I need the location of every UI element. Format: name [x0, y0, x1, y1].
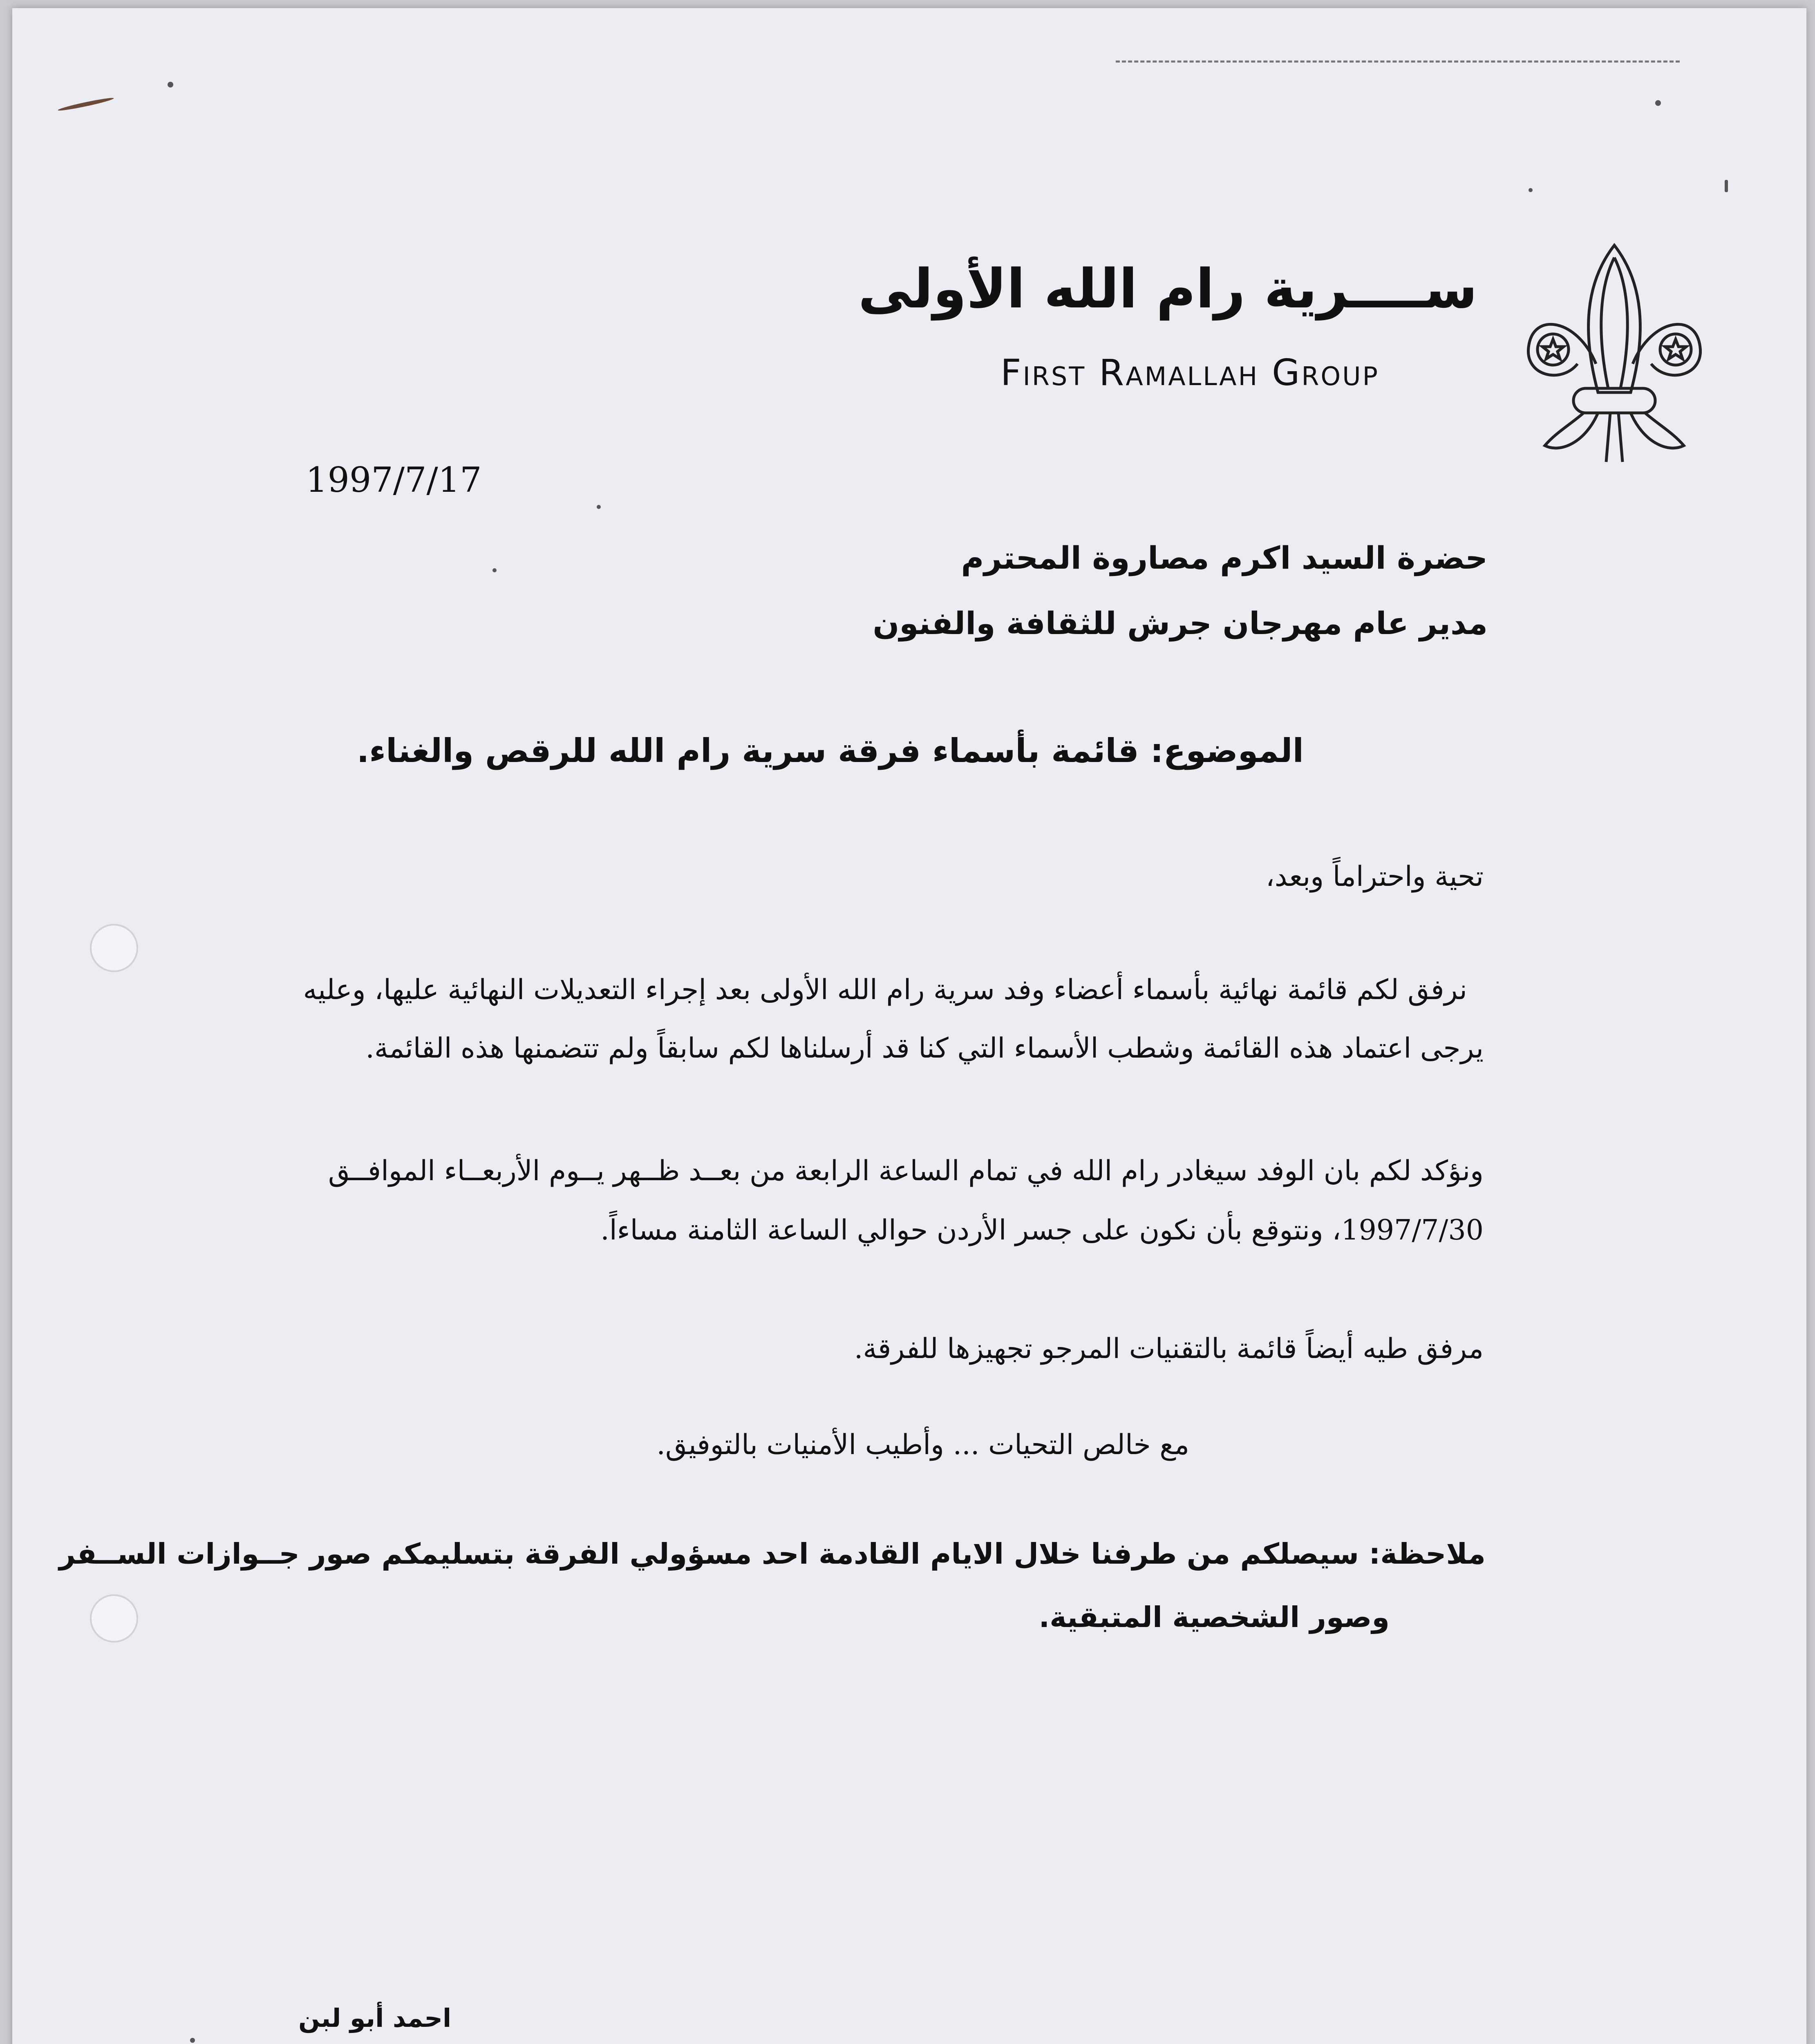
- dust-speck: [597, 505, 601, 509]
- letter-page: [12, 8, 1806, 2044]
- dust-speck: [1529, 188, 1533, 192]
- recipient-line-2: مدير عام مهرجان جرش للثقافة والفنون: [873, 605, 1488, 641]
- greeting: تحية واحتراماً وبعد،: [1265, 861, 1484, 893]
- punch-hole-bottom: [90, 1594, 138, 1643]
- letter-date: 1997/7/17: [306, 460, 482, 500]
- note-line-2: وصور الشخصية المتبقية.: [1038, 1600, 1390, 1634]
- paragraph-2-line-2: 1997/7/30، ونتوقع بأن نكون على جسر الأردن حوالي الساعة الثامنة مساءاً.: [600, 1214, 1484, 1246]
- top-edge-mark: [1116, 61, 1680, 63]
- paragraph-2-line-1: ونؤكد لكم بان الوفد سيغادر رام الله في تمام الساعة الرابعة من بعــد ظــهر يــوم الأربعــاء الموافــق: [328, 1155, 1484, 1187]
- letterhead-arabic-name: ســــرية رام الله الأولى: [858, 258, 1477, 320]
- letter-subject: الموضوع: قائمة بأسماء فرقة سرية رام الله للرقص والغناء.: [356, 732, 1304, 770]
- signatory-name: احمد أبو لبن: [298, 2003, 452, 2033]
- paragraph-1-line-2: يرجى اعتماد هذه القائمة وشطب الأسماء التي كنا قد أرسلناها لكم سابقاً ولم تتضمنها هذه القائمة.: [365, 1032, 1484, 1065]
- recipient-line-1: حضرة السيد اكرم مصاروة المحترم: [961, 540, 1488, 576]
- punch-hole-top: [90, 924, 138, 972]
- letterhead-english-name: First Ramallah Group: [1000, 352, 1379, 394]
- dust-speck: [492, 568, 497, 572]
- dust-speck: [1725, 180, 1728, 192]
- fleur-de-lis-icon: [1516, 241, 1712, 470]
- note-line-1: ملاحظة: سيصلكم من طرفنا خلال الايام القادمة احد مسؤولي الفرقة بتسليمكم صور جــوازات الســفر: [59, 1537, 1486, 1571]
- closing-line: مع خالص التحيات ... وأطيب الأمنيات بالتوفيق.: [656, 1429, 1189, 1461]
- paragraph-3: مرفق طيه أيضاً قائمة بالتقنيات المرجو تجهيزها للفرقة.: [854, 1333, 1484, 1365]
- dust-speck: [168, 82, 173, 87]
- ink-smudge: [57, 96, 114, 112]
- dust-speck: [1655, 100, 1661, 106]
- paragraph-1-line-1: نرفق لكم قائمة نهائية بأسماء أعضاء وفد سرية رام الله الأولى بعد إجراء التعديلات النهائية عليها، وعليه: [303, 974, 1467, 1006]
